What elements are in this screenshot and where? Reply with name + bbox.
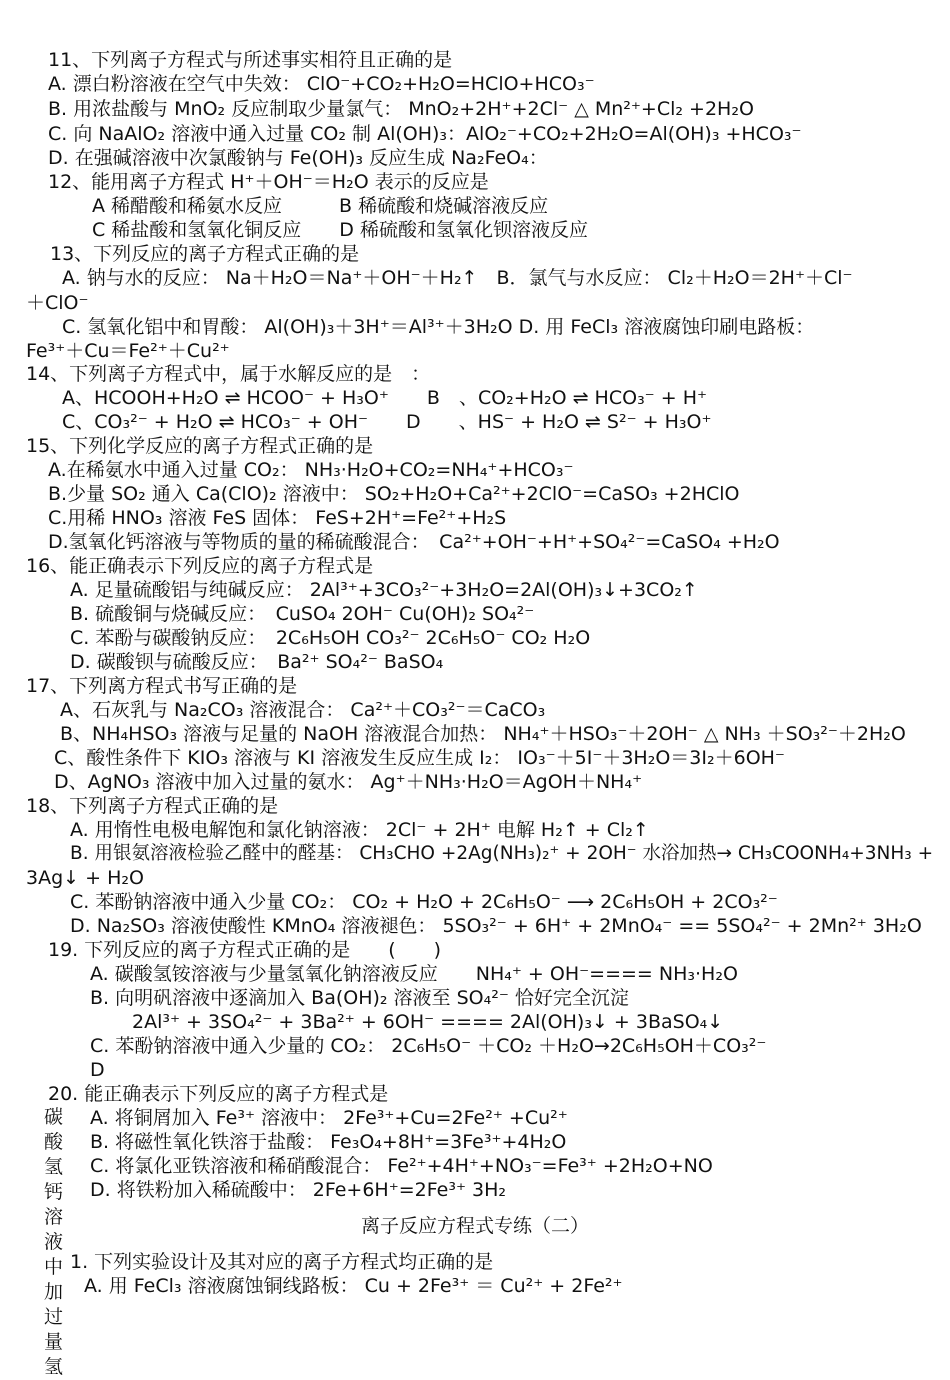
question-20-stem: 20. 能正确表示下列反应的离子方程式是 bbox=[48, 1083, 389, 1105]
question-15-stem: 15、下列化学反应的离子方程式正确的是 bbox=[26, 435, 374, 457]
question-18-option-c: C. 苯酚钠溶液中通入少量 CO₂： CO₂ + H₂O + 2C₆H₅O⁻ ⟶ 2C₆H₅OH + 2CO₃²⁻ bbox=[70, 891, 778, 913]
question-17-option-b: B、NH₄HSO₃ 溶液与足量的 NaOH 溶液混合加热： NH₄⁺＋HSO₃⁻＋2OH⁻ △ NH₃ ＋SO₃²⁻＋2H₂O bbox=[60, 723, 906, 745]
question-12-options-cd: C 稀盐酸和氢氧化铜反应 D 稀硫酸和氢氧化钡溶液反应 bbox=[92, 219, 588, 241]
question-13-options-ab: A. 钠与水的反应： Na＋H₂O＝Na⁺＋OH⁻＋H₂↑ B．氯气与水反应： Cl₂＋H₂O＝2H⁺＋Cl⁻ bbox=[62, 267, 853, 289]
question-18-option-d: D. Na₂SO₃ 溶液使酸性 KMnO₄ 溶液褪色： 5SO₃²⁻ + 6H⁺ + 2MnO₄⁻ == 5SO₄²⁻ + 2Mn²⁺ 3H₂O bbox=[70, 915, 922, 937]
question-11-option-d: D. 在强碱溶液中次氯酸钠与 Fe(OH)₃ 反应生成 Na₂FeO₄： bbox=[48, 147, 548, 169]
question-1-option-a: A. 用 FeCl₃ 溶液腐蚀铜线路板： Cu + 2Fe³⁺ ＝ Cu²⁺ + 2Fe²⁺ bbox=[84, 1275, 623, 1297]
question-11-option-a: A. 漂白粉溶液在空气中失效： ClO⁻+CO₂+H₂O=HClO+HCO₃⁻ bbox=[48, 73, 595, 95]
question-1-stem: 1. 下列实验设计及其对应的离子方程式均正确的是 bbox=[70, 1251, 494, 1273]
question-14-options-cd: C、CO₃²⁻ + H₂O ⇌ HCO₃⁻ + OH⁻ D 、HS⁻ + H₂O ⇌ S²⁻ + H₃O⁺ bbox=[62, 411, 712, 433]
question-11-option-c: C. 向 NaAlO₂ 溶液中通入过量 CO₂ 制 Al(OH)₃：AlO₂⁻+CO₂+2H₂O=Al(OH)₃ +HCO₃⁻ bbox=[48, 123, 802, 145]
question-19-stem: 19. 下列反应的离子方程式正确的是 ( ) bbox=[48, 939, 442, 961]
question-14-stem: 14、下列离子方程式中，属于水解反应的是 ： bbox=[26, 363, 431, 385]
question-19-option-c: C. 苯酚钠溶液中通入少量的 CO₂： 2C₆H₅O⁻ ＋CO₂ ＋H₂O→2C₆H₅OH＋CO₃²⁻ bbox=[90, 1035, 767, 1057]
question-16-option-b: B. 硫酸铜与烧碱反应： CuSO₄ 2OH⁻ Cu(OH)₂ SO₄²⁻ bbox=[70, 603, 535, 625]
question-19-option-b-equation: 2Al³⁺ + 3SO₄²⁻ + 3Ba²⁺ + 6OH⁻ ==== 2Al(OH)₃↓ + 3BaSO₄↓ bbox=[132, 1011, 724, 1033]
question-18-option-b: B. 用银氨溶液检验乙醛中的醛基： CH₃CHO +2Ag(NH₃)₂⁺ + 2OH⁻ 水浴加热→ CH₃COONH₄+3NH₃ + bbox=[70, 843, 934, 864]
question-19-option-b: B. 向明矾溶液中逐滴加入 Ba(OH)₂ 溶液至 SO₄²⁻ 恰好完全沉淀 bbox=[90, 987, 629, 1009]
question-18-stem: 18、下列离子方程式正确的是 bbox=[26, 795, 279, 817]
question-13-options-cd: C. 氢氧化铝中和胃酸： Al(OH)₃＋3H⁺＝Al³⁺＋3H₂O D. 用 FeCl₃ 溶液腐蚀印刷电路板： bbox=[62, 316, 815, 338]
question-16-stem: 16、能正确表示下列反应的离子方程式是 bbox=[26, 555, 374, 577]
question-17-option-d: D、AgNO₃ 溶液中加入过量的氨水： Ag⁺＋NH₃·H₂O＝AgOH＋NH₄⁺ bbox=[54, 771, 643, 793]
section-title: 离子反应方程式专练（二） bbox=[360, 1215, 589, 1237]
question-12-options-ab: A 稀醋酸和稀氨水反应 B 稀硫酸和烧碱溶液反应 bbox=[92, 195, 549, 217]
question-13-stem: 13、下列反应的离子方程式正确的是 bbox=[50, 243, 360, 265]
question-19-option-a: A. 碳酸氢铵溶液与少量氢氧化钠溶液反应 NH₄⁺ + OH⁻==== NH₃·H₂O bbox=[90, 963, 738, 985]
question-15-option-c: C.用稀 HNO₃ 溶液 FeS 固体： FeS+2H⁺=Fe²⁺+H₂S bbox=[48, 507, 507, 529]
vertical-side-text: 碳酸氢钙溶液中加过量氢 bbox=[44, 1106, 64, 1378]
question-17-option-a: A、石灰乳与 Na₂CO₃ 溶液混合： Ca²⁺＋CO₃²⁻＝CaCO₃ bbox=[60, 699, 546, 721]
question-20-option-a: A. 将铜屑加入 Fe³⁺ 溶液中： 2Fe³⁺+Cu=2Fe²⁺ +Cu²⁺ bbox=[90, 1107, 568, 1129]
question-18-option-a: A. 用惰性电极电解饱和氯化钠溶液： 2Cl⁻ + 2H⁺ 电解 H₂↑ + Cl₂↑ bbox=[70, 819, 649, 841]
question-11-stem: 11、下列离子方程式与所述事实相符且正确的是 bbox=[48, 49, 453, 71]
question-17-stem: 17、下列离方程式书写正确的是 bbox=[26, 675, 298, 697]
question-16-option-c: C. 苯酚与碳酸钠反应： 2C₆H₅OH CO₃²⁻ 2C₆H₅O⁻ CO₂ H₂O bbox=[70, 627, 591, 649]
question-20-option-d: D. 将铁粉加入稀硫酸中： 2Fe+6H⁺=2Fe³⁺ 3H₂ bbox=[90, 1179, 507, 1201]
question-18-option-b-continued: 3Ag↓ + H₂O bbox=[26, 867, 144, 889]
question-13-option-d-continued: Fe³⁺＋Cu＝Fe²⁺＋Cu²⁺ bbox=[26, 340, 230, 362]
question-14-options-ab: A、HCOOH+H₂O ⇌ HCOO⁻ + H₃O⁺ B 、CO₂+H₂O ⇌ HCO₃⁻ + H⁺ bbox=[62, 387, 708, 409]
question-17-option-c: C、酸性条件下 KIO₃ 溶液与 KI 溶液发生反应生成 I₂： IO₃⁻＋5I⁻＋3H₂O＝3I₂＋6OH⁻ bbox=[54, 747, 785, 769]
question-16-option-a: A. 足量硫酸铝与纯碱反应： 2Al³⁺+3CO₃²⁻+3H₂O=2Al(OH)₃↓+3CO₂↑ bbox=[70, 579, 698, 601]
question-13-option-b-continued: ＋ClO⁻ bbox=[26, 292, 89, 314]
question-20-option-b: B. 将磁性氧化铁溶于盐酸： Fe₃O₄+8H⁺=3Fe³⁺+4H₂O bbox=[90, 1131, 567, 1153]
question-19-option-d: D bbox=[90, 1059, 105, 1081]
question-15-option-a: A.在稀氨水中通入过量 CO₂： NH₃·H₂O+CO₂=NH₄⁺+HCO₃⁻ bbox=[48, 459, 574, 481]
question-12-stem: 12、能用离子方程式 H⁺＋OH⁻＝H₂O 表示的反应是 bbox=[48, 171, 489, 193]
question-20-option-c: C. 将氯化亚铁溶液和稀硝酸混合： Fe²⁺+4H⁺+NO₃⁻=Fe³⁺ +2H₂O+NO bbox=[90, 1155, 713, 1177]
question-15-option-b: B.少量 SO₂ 通入 Ca(ClO)₂ 溶液中： SO₂+H₂O+Ca²⁺+2ClO⁻=CaSO₃ +2HClO bbox=[48, 483, 740, 505]
question-15-option-d: D.氢氧化钙溶液与等物质的量的稀硫酸混合： Ca²⁺+OH⁻+H⁺+SO₄²⁻=CaSO₄ +H₂O bbox=[48, 531, 780, 553]
question-16-option-d: D. 碳酸钡与硫酸反应： Ba²⁺ SO₄²⁻ BaSO₄ bbox=[70, 651, 444, 673]
question-11-option-b: B. 用浓盐酸与 MnO₂ 反应制取少量氯气： MnO₂+2H⁺+2Cl⁻ △ Mn²⁺+Cl₂ +2H₂O bbox=[48, 98, 754, 120]
